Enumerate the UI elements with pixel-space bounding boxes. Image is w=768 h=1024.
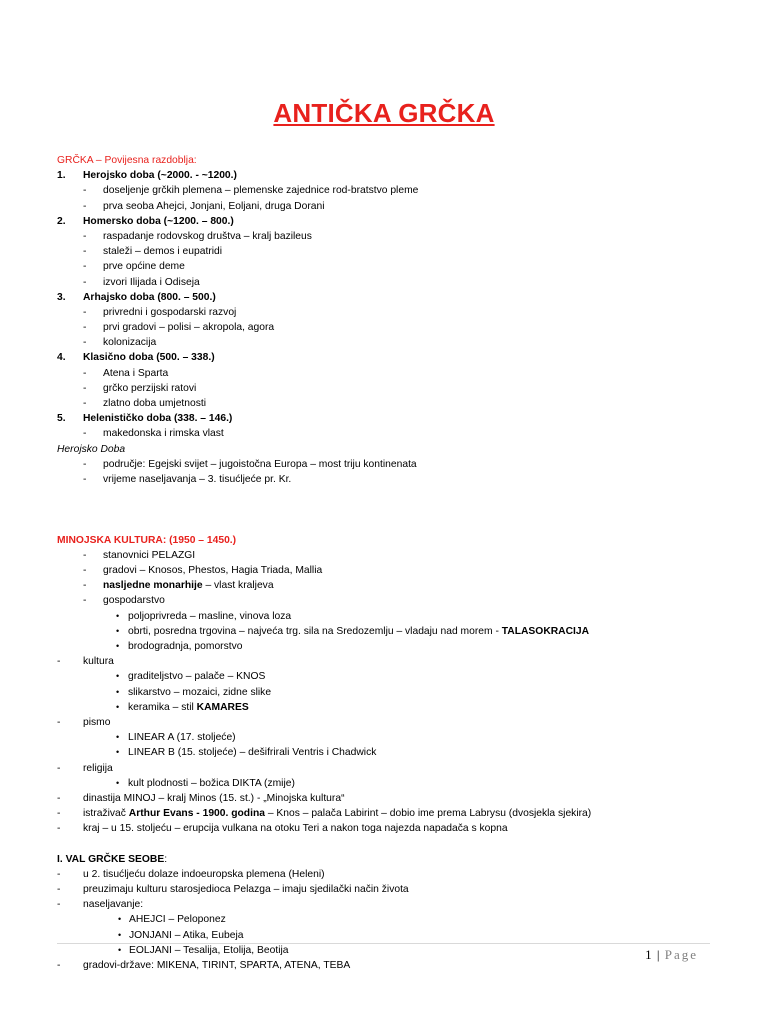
list-item: • slikarstvo – mozaici, zidne slike: [116, 686, 272, 698]
list-item: 4. Klasično doba (500. – 338.): [57, 352, 215, 364]
list-item: - makedonska i rimska vlast: [83, 428, 224, 440]
section-heading: [57, 153, 717, 168]
list-item: • kult plodnosti – božica DIKTA (zmije): [116, 777, 295, 789]
heading-term: GRČKA: [57, 155, 94, 166]
list-item: - u 2. tisućljeću dolaze indoeuropska plemena (Heleni): [57, 868, 325, 880]
list-item: • poljoprivreda – masline, vinova loza: [116, 610, 292, 622]
footer-separator: |: [652, 947, 665, 962]
heading-rest: – Povijesna razdoblja:: [93, 155, 197, 166]
list-item: - kultura: [57, 656, 114, 668]
list-item: • keramika – stil KAMARES: [116, 701, 249, 713]
list-item: • brodogradnja, pomorstvo: [116, 641, 243, 652]
section-heading: MINOJSKA KULTURA: (1950 – 1450.): [57, 534, 237, 546]
list-item: - stanovnici PELAZGI: [83, 549, 196, 561]
list-item: • LINEAR B (15. stoljeće) – dešifrirali Ventris i Chadwick: [116, 747, 377, 759]
section-heading: I. VAL GRČKE SEOBE:: [57, 853, 168, 865]
list-item: - izvori Ilijada i Odiseja: [83, 276, 200, 288]
list-item: 1. Herojsko doba (~2000. - ~1200.): [57, 170, 237, 182]
list-item: - nasljedne monarhije – vlast kraljeva: [83, 580, 274, 592]
list-item: - dinastija MINOJ – kralj Minos (15. st.) - „Minojska kultura“: [57, 792, 345, 804]
list-item: - gospodarstvo: [83, 595, 165, 607]
list-item: - prva seoba Ahejci, Jonjani, Eoljani, druga Dorani: [83, 200, 325, 212]
page-number: 1: [645, 947, 653, 962]
list-item: - pismo: [57, 716, 111, 728]
list-item: - staleži – demos i eupatridi: [83, 246, 223, 258]
list-item: - zlatno doba umjetnosti: [83, 398, 207, 409]
list-item: - privredni i gospodarski razvoj: [83, 306, 237, 318]
list-item: • graditeljstvo – palače – KNOS: [116, 671, 266, 683]
subsection-heading: Herojsko Doba: [57, 443, 126, 455]
list-item: - prve općine deme: [83, 261, 185, 273]
list-item: 2. Homersko doba (~1200. – 800.): [57, 215, 234, 227]
list-item: • AHEJCI – Peloponez: [118, 914, 226, 926]
footer-divider: [57, 943, 710, 944]
list-item: - kraj – u 15. stoljeću – erupcija vulkana na otoku Teri a nakon toga najezda napadača s kopna: [57, 823, 508, 835]
list-item: • obrti, posredna trgovina – najveća trg. sila na Sredozemlju – vladaju nad morem - TALASOKRACIJA: [116, 625, 590, 637]
list-item: - naseljavanje:: [57, 899, 144, 911]
page-label: Page: [664, 947, 698, 962]
list-item: - preuzimaju kulturu starosjedioca Pelazga – imaju sjedilački način života: [57, 884, 409, 895]
list-item: - gradovi – Knosos, Phestos, Hagia Triada, Mallia: [83, 565, 323, 577]
list-item: • LINEAR A (17. stoljeće): [116, 732, 236, 744]
list-item: - gradovi-države: MIKENA, TIRINT, SPARTA, ATENA, TEBA: [57, 959, 351, 971]
list-item: 3. Arhajsko doba (800. – 500.): [57, 291, 216, 303]
list-item: - istraživač Arthur Evans - 1900. godina – Knos – palača Labirint – dobio ime prema Labrysu (dvosjekla sjekira): [57, 808, 592, 820]
list-item: - doseljenje grčkih plemena – plemenske zajednice rod-bratstvo pleme: [83, 185, 419, 197]
list-item: - kolonizacija: [83, 337, 157, 349]
list-item: - Atena i Sparta: [83, 367, 169, 379]
list-item: - područje: Egejski svijet – jugoistočna Europa – most triju kontinenata: [83, 458, 417, 470]
list-item: 5. Helenističko doba (338. – 146.): [57, 413, 233, 425]
document-body: [57, 153, 717, 973]
page-title: ANTIČKA GRČKA: [273, 98, 495, 128]
list-item: - raspadanje rodovskog društva – kralj bazileus: [83, 230, 312, 242]
list-item: • JONJANI – Atika, Eubeja: [118, 929, 244, 941]
list-item: - vrijeme naseljavanja – 3. tisućljeće pr. Kr.: [83, 473, 292, 485]
list-item: - religija: [57, 762, 113, 774]
list-item: • EOLJANI – Tesalija, Etolija, Beotija: [118, 944, 289, 956]
page-footer: [645, 947, 698, 963]
list-item: - prvi gradovi – polisi – akropola, agora: [83, 322, 275, 334]
list-item: - grčko perzijski ratovi: [83, 382, 197, 394]
